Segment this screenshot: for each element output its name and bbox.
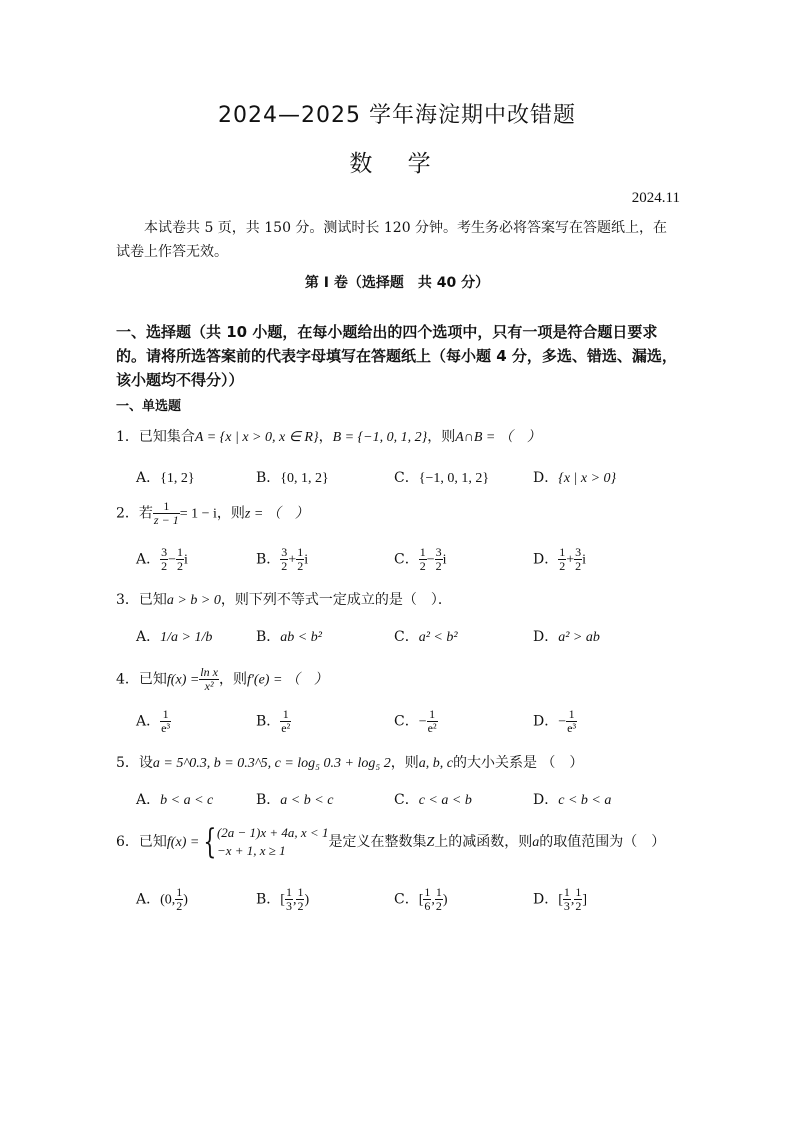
denominator: 2 [176,899,183,913]
question-text: ，则 [216,505,245,522]
question-text: 已知 [138,671,167,688]
option-label: D． [533,792,559,808]
exam-date: 2024.11 [631,190,680,206]
question-number: 2． [116,505,139,522]
question-text: ， [318,429,333,445]
denominator: e² [427,721,437,735]
numerator: 3 [575,545,582,559]
denominator: 2 [419,559,426,573]
denominator: 2 [435,899,442,913]
numerator: 1 [285,885,292,899]
denominator: 2 [281,559,288,573]
option-label: C． [394,470,419,486]
option-label: B． [256,629,281,645]
fraction [153,500,180,527]
option-label: A． [136,551,161,568]
condition: a > b > 0 [166,593,221,608]
option-label: C． [394,891,419,908]
sign: − [418,714,427,730]
bracket: [ [280,892,285,908]
numerator: 1 [419,545,426,559]
option-label: A． [136,891,161,908]
option-label: B． [256,713,281,730]
question-text: 是定义在整数集 [328,834,427,850]
denominator: e² [281,721,291,735]
numerator: 3 [161,545,168,559]
denominator: 2 [575,559,582,573]
denominator: x² [204,679,214,693]
question-number: 6． [116,834,139,850]
question-4 [116,666,328,693]
bracket: ) [183,892,188,908]
numerator: 3 [281,545,288,559]
bracket: ] [582,892,588,908]
option-label: B． [256,551,281,568]
comma: , [431,892,435,908]
question-2 [116,500,309,527]
operator: + [288,552,297,568]
denominator: 2 [161,559,168,573]
function: f(x) = [166,835,200,850]
question-text: ，则下列不等式一定成立的是（ ）． [220,592,452,608]
numerator: 1 [153,500,180,514]
numerator: 1 [435,885,442,899]
expression: a = 5^0.3, b = 0.3^5, c = log₅ 0.3 + log₅ 2 [152,756,391,771]
question-number: 5． [116,755,139,771]
option-label: B． [256,792,281,808]
imag-unit: i [184,552,188,568]
option-label: A． [136,470,161,486]
option-text: b < a < c [160,793,214,808]
denominator: 3 [285,899,292,913]
option-text: {−1, 0, 1, 2} [418,471,490,486]
piecewise-cases [217,824,329,860]
exam-subject: 数 学 [349,151,445,177]
bracket: (0, [160,892,176,908]
question-6 [116,824,665,860]
case-2: −x + 1, x ≥ 1 [216,843,286,858]
option-text: {0, 1, 2} [280,471,329,486]
question-text: ，则 [390,755,419,771]
part-heading: 第 I 卷（选择题 共 40 分） [304,275,490,291]
question-text: 已知 [138,592,167,608]
question-ask: z = （ ） [244,506,309,522]
exam-title: 2024—2025 学年海淀期中改错题 [218,103,576,128]
option-text: {x | x > 0} [558,471,617,486]
operator: − [426,552,435,568]
option-label: B． [256,470,281,486]
option-text: {1, 2} [160,471,195,486]
imag-unit: i [582,552,587,568]
option-label: D． [533,551,559,568]
numerator: 1 [297,885,304,899]
denominator: 2 [297,559,304,573]
denominator: e³ [567,721,577,735]
bracket: [ [558,892,563,908]
option-label: C． [394,713,419,730]
subsection-heading: 一、单选题 [116,399,182,414]
numerator: 1 [424,885,431,899]
equation: = 1 − i [179,506,217,522]
question-3 [116,589,452,609]
question-text: 若 [138,505,153,522]
set-z: Z [426,835,435,850]
option-text: 1/a > 1/b [160,630,213,645]
question-ask: A∩B = （ ） [455,430,541,445]
numerator: 1 [559,545,566,559]
option-label: C． [394,629,419,645]
bracket: [ [418,892,424,908]
option-text: a² > ab [558,630,600,645]
denominator: 3 [563,899,570,913]
option-label: D． [533,891,559,908]
denominator: 2 [297,899,304,913]
numerator: 1 [566,708,577,722]
numerator: 1 [177,545,184,559]
question-number: 4． [116,671,139,688]
numerator: 1 [297,545,304,559]
section-heading: 一、选择题（共 10 小题，在每小题给出的四个选项中，只有一项是符合题日要求的。请将所选答案前的代表字母填写在答题纸上（每小题 4 分，多选、错选、漏选，该小题均不得分）） [116,323,677,389]
option-label: C． [394,792,419,808]
option-label: D． [533,629,559,645]
variable-a: a [532,835,540,850]
question-text: 已知集合 [138,429,195,445]
question-text: ，则 [427,429,456,445]
option-label: C． [394,551,419,568]
question-text: ，则 [218,671,247,688]
question-1 [116,426,541,446]
question-5 [116,752,583,772]
option-label: A． [136,713,161,730]
numerator: 3 [435,545,442,559]
question-text: 上的减函数，则 [434,834,533,850]
question-number: 3． [116,592,139,608]
option-label: A． [136,792,161,808]
numerator: 1 [575,885,582,899]
question-ask: 的大小关系是 （ ） [452,755,584,771]
exam-instructions: 本试卷共 5 页，共 150 分。测试时长 120 分钟。考生务必将答案写在答题纸上，在试卷上作答无效。 [116,220,668,260]
question-ask: f′(e) = （ ） [246,672,328,688]
option-label: A． [136,629,161,645]
numerator: 1 [280,708,291,722]
option-text: c < b < a [558,793,612,808]
numerator: 1 [160,708,171,722]
imag-unit: i [304,552,309,568]
numerator: 1 [563,885,570,899]
comma: , [292,892,297,908]
option-text: ab < b² [280,630,322,645]
option-text: a² < b² [418,630,458,645]
question-text: 设 [138,755,153,771]
operator: + [566,552,575,568]
question-ask: 的取值范围为（ ） [539,834,666,850]
denominator: 2 [575,899,582,913]
function: f(x) = [166,672,200,688]
question-number: 1． [116,429,139,445]
brace: { [203,822,217,862]
imag-unit: i [442,552,447,568]
option-text: a < b < c [280,793,334,808]
variables: a, b, c [418,756,453,771]
case-1: (2a − 1)x + 4a, x < 1 [216,825,329,840]
denominator: z − 1 [153,513,179,527]
denominator: e³ [161,721,171,735]
denominator: 2 [559,559,566,573]
comma: , [570,892,575,908]
set-a: A = {x | x > 0, x ∈ R} [194,430,319,445]
option-label: B． [256,891,281,908]
option-text: c < a < b [418,793,472,808]
numerator: 1 [427,708,438,722]
option-label: D． [533,713,559,730]
denominator: 6 [424,899,431,913]
bracket: ) [442,892,448,908]
bracket: ) [304,892,310,908]
operator: − [168,552,177,568]
question-text: 已知 [138,834,167,850]
denominator: 2 [435,559,442,573]
numerator: ln x [200,665,218,679]
sign: − [558,714,567,730]
option-label: D． [533,470,559,486]
denominator: 2 [177,559,184,573]
set-b: B = {−1, 0, 1, 2} [332,430,428,445]
numerator: 1 [176,885,183,899]
